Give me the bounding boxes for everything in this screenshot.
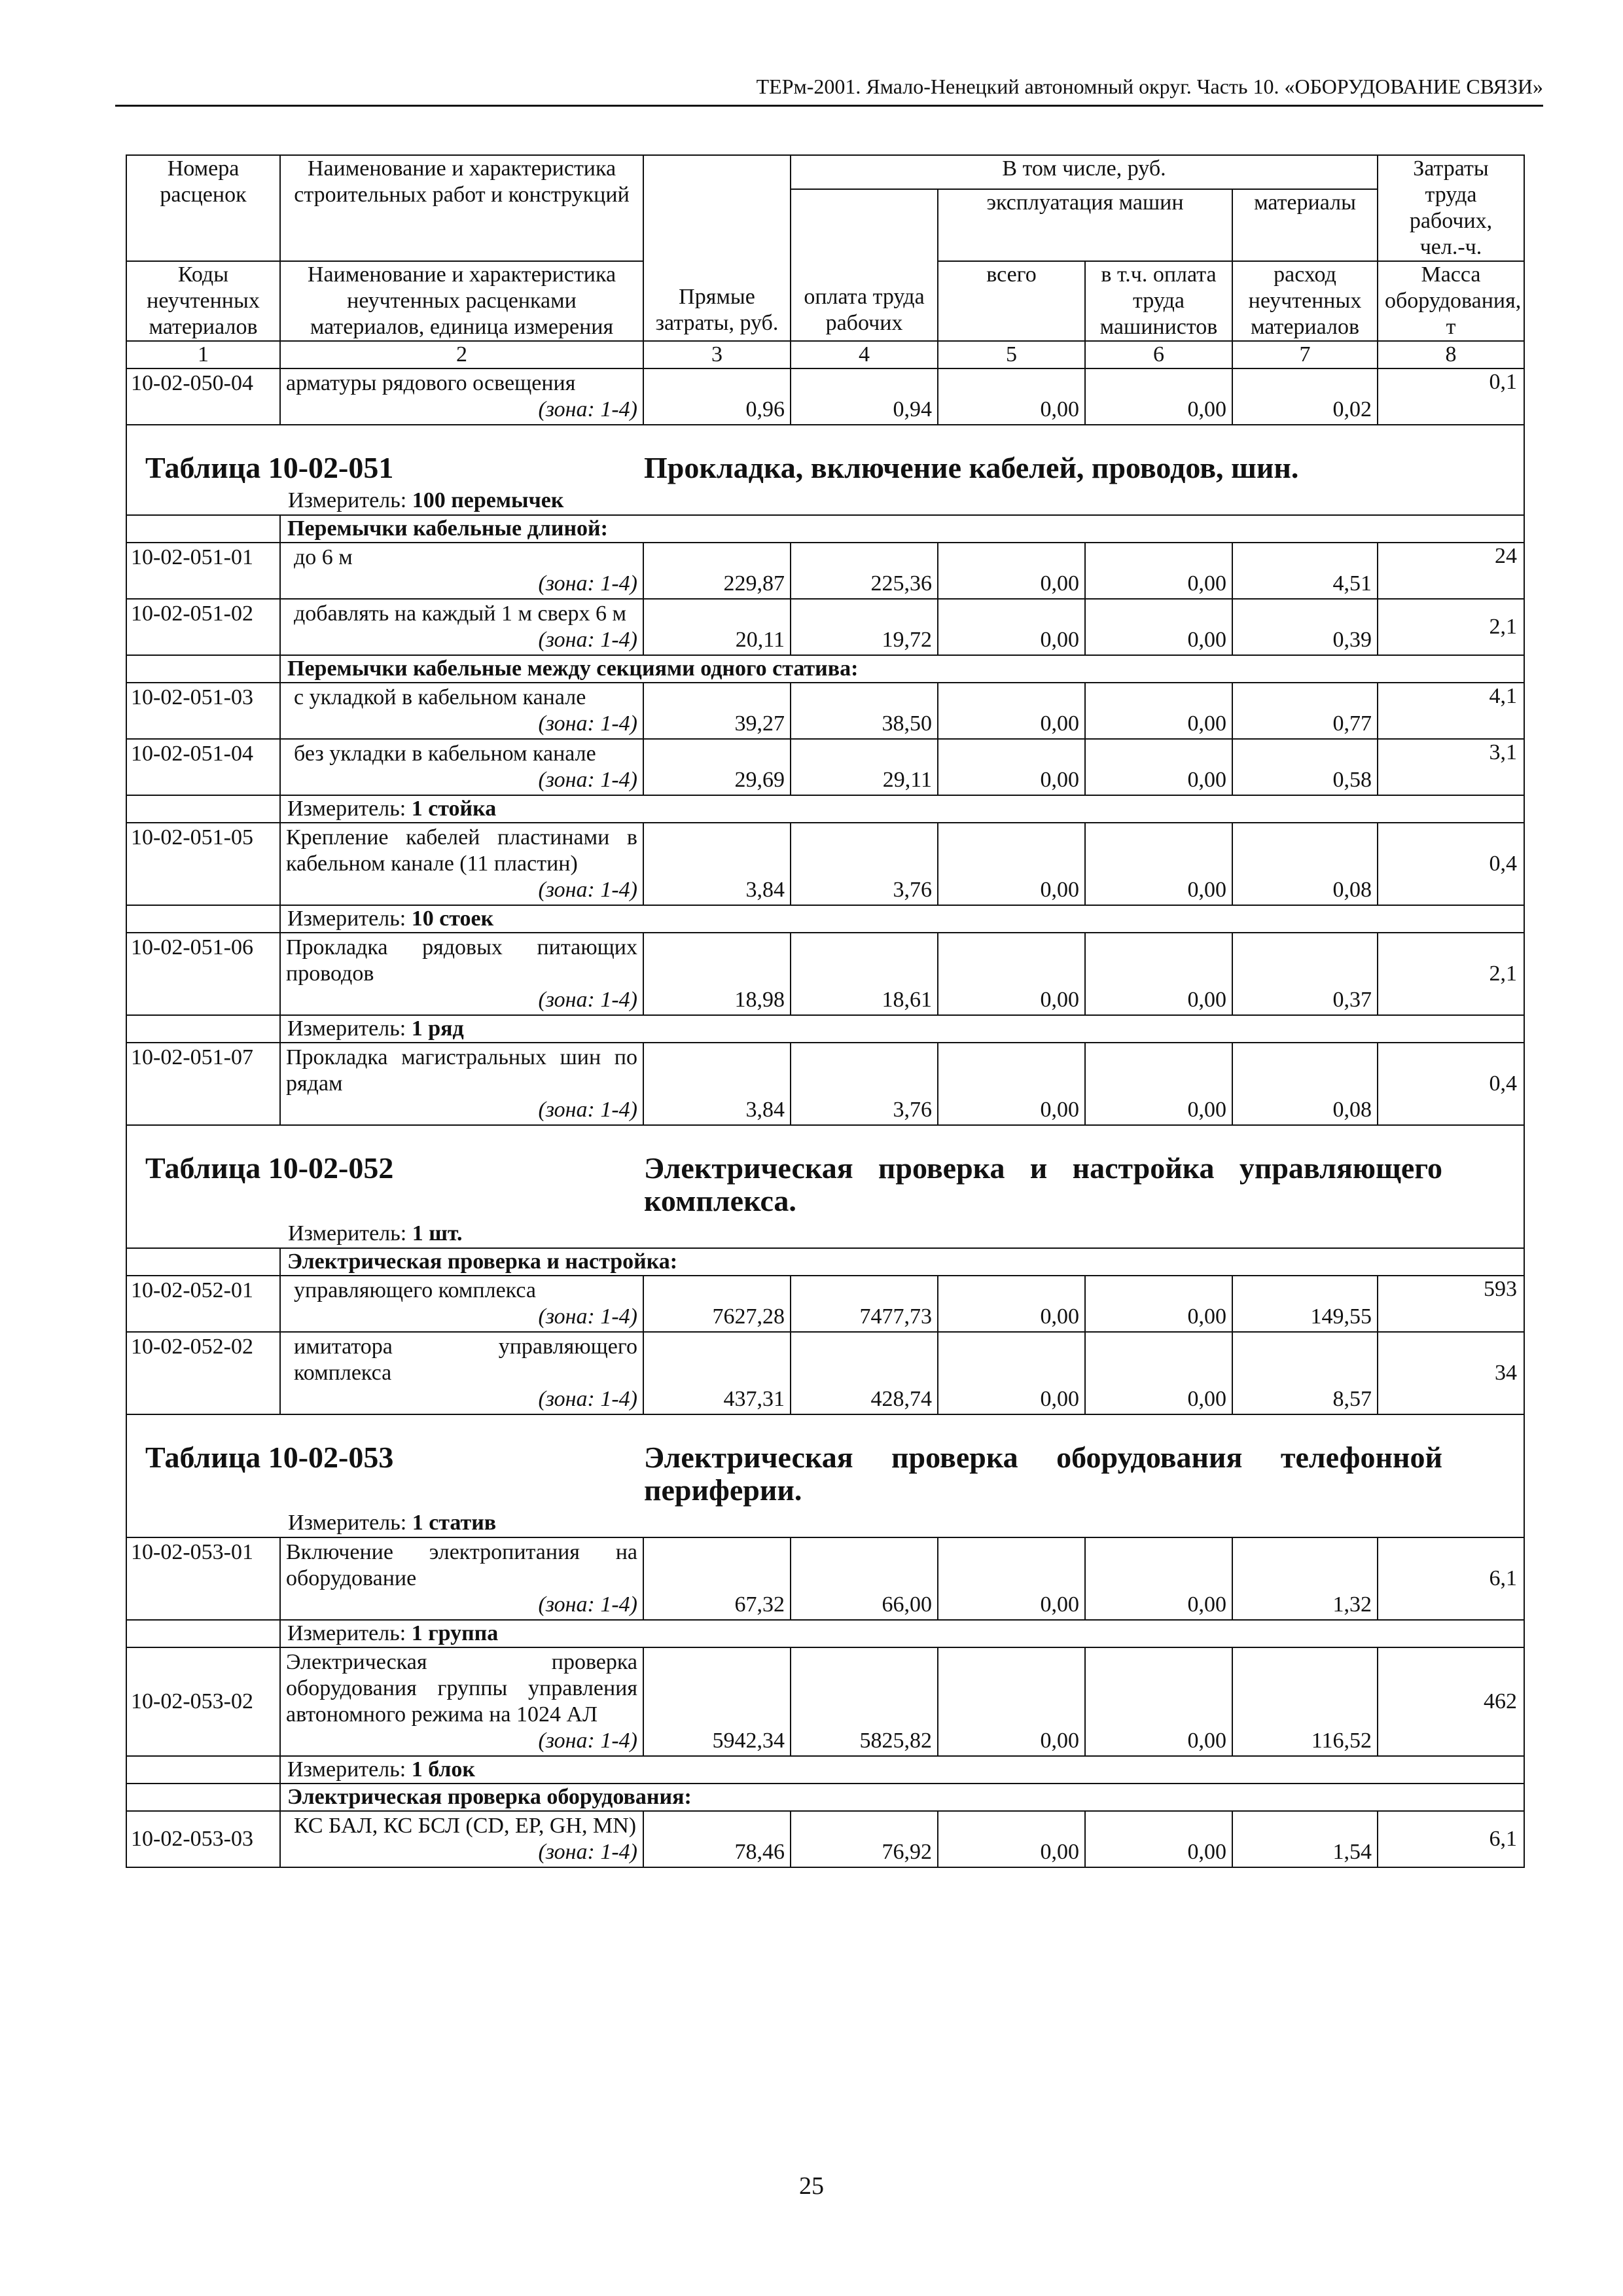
labor-mass: 6,1 <box>1378 1811 1524 1867</box>
measure-value: 1 группа <box>411 1621 499 1645</box>
rate-description: без укладки в кабельном канале <box>294 742 596 766</box>
machine-total: 0,00 <box>938 933 1085 1015</box>
col-number: 4 <box>791 341 938 368</box>
table-row <box>126 368 1524 425</box>
direct-cost: 3,84 <box>643 823 791 905</box>
labor-mass: 0,1 <box>1378 368 1524 425</box>
labor-mass: 4,1 <box>1378 683 1524 739</box>
measure-label: Измеритель: <box>287 1621 406 1645</box>
table-row <box>126 1811 1524 1867</box>
group-heading: Перемычки кабельные между секциями одного статива: <box>280 655 1524 683</box>
labor-pay: 225,36 <box>791 543 938 599</box>
price-table <box>126 154 1525 1868</box>
rate-description: имитатора управляющего комплекса <box>294 1335 637 1385</box>
measure-value: 1 блок <box>411 1757 476 1782</box>
zone-label: (зона: 1-4) <box>538 1098 637 1122</box>
rate-description: добавлять на каждый 1 м сверх 6 м <box>294 601 627 626</box>
machine-total: 0,00 <box>938 1647 1085 1756</box>
rate-description: с укладкой в кабельном канале <box>294 685 586 709</box>
labor-pay: 7477,73 <box>791 1276 938 1332</box>
col-direct-costs: Прямые затраты, руб. <box>643 155 791 341</box>
rate-code: 10-02-051-06 <box>126 933 280 1015</box>
machine-total: 0,00 <box>938 1332 1085 1414</box>
table-row <box>126 683 1524 739</box>
col-machine-total: всего <box>938 261 1085 341</box>
col-rate-numbers: Номера расценок <box>126 155 280 261</box>
measure-value: 100 перемычек <box>412 488 564 512</box>
section-name: Электрическая проверка и настройка управляющего комплекса. <box>644 1151 1442 1217</box>
zone-label: (зона: 1-4) <box>538 878 637 902</box>
machine-total: 0,00 <box>938 1811 1085 1867</box>
zone-label: (зона: 1-4) <box>538 571 637 596</box>
measure-value: 1 статив <box>412 1511 497 1535</box>
labor-mass: 0,4 <box>1378 1043 1524 1125</box>
table-row <box>126 1276 1524 1332</box>
machine-operators: 0,00 <box>1085 543 1232 599</box>
labor-mass: 2,1 <box>1378 599 1524 655</box>
measure-value: 1 ряд <box>411 1016 464 1041</box>
section-title: Таблица 10-02-052 <box>145 1151 394 1185</box>
machine-operators: 0,00 <box>1085 1332 1232 1414</box>
rate-description: арматуры рядового освещения <box>286 371 576 395</box>
table-row <box>126 1332 1524 1414</box>
materials-cost: 0,58 <box>1232 739 1378 795</box>
col-number: 7 <box>1232 341 1378 368</box>
machine-operators: 0,00 <box>1085 368 1232 425</box>
labor-pay: 19,72 <box>791 599 938 655</box>
measure-value: 10 стоек <box>411 906 494 931</box>
zone-label: (зона: 1-4) <box>538 1840 637 1864</box>
materials-cost: 0,08 <box>1232 1043 1378 1125</box>
col-work-name: Наименование и характеристика строительных работ и конструкций <box>280 155 643 261</box>
page-number: 25 <box>799 2172 824 2200</box>
col-including: В том числе, руб. <box>791 155 1378 189</box>
rate-code: 10-02-051-05 <box>126 823 280 905</box>
labor-pay: 18,61 <box>791 933 938 1015</box>
materials-cost: 0,08 <box>1232 823 1378 905</box>
materials-cost: 0,37 <box>1232 933 1378 1015</box>
materials-cost: 0,02 <box>1232 368 1378 425</box>
rate-description: управляющего комплекса <box>294 1278 536 1302</box>
zone-label: (зона: 1-4) <box>538 988 637 1012</box>
labor-pay: 38,50 <box>791 683 938 739</box>
machine-operators: 0,00 <box>1085 823 1232 905</box>
direct-cost: 39,27 <box>643 683 791 739</box>
rate-code: 10-02-051-04 <box>126 739 280 795</box>
rate-code: 10-02-051-03 <box>126 683 280 739</box>
direct-cost: 29,69 <box>643 739 791 795</box>
section-name: Электрическая проверка оборудования телефонной периферии. <box>644 1441 1442 1507</box>
machine-operators: 0,00 <box>1085 1811 1232 1867</box>
col-number: 2 <box>280 341 643 368</box>
running-header: ТЕРм-2001. Ямало-Ненецкий автономный округ. Часть 10. «ОБОРУДОВАНИЕ СВЯЗИ» <box>756 75 1543 98</box>
section-heading <box>126 1414 1524 1537</box>
materials-cost: 8,57 <box>1232 1332 1378 1414</box>
col-machine-ops: эксплуатация машин <box>938 189 1232 261</box>
machine-total: 0,00 <box>938 683 1085 739</box>
machine-operators: 0,00 <box>1085 1276 1232 1332</box>
zone-label: (зона: 1-4) <box>538 1729 637 1753</box>
machine-operators: 0,00 <box>1085 599 1232 655</box>
section-title: Таблица 10-02-051 <box>145 451 394 484</box>
labor-pay: 3,76 <box>791 823 938 905</box>
col-machine-operators: в т.ч. оплата труда машинистов <box>1085 261 1232 341</box>
machine-total: 0,00 <box>938 599 1085 655</box>
zone-label: (зона: 1-4) <box>538 711 637 736</box>
col-number: 6 <box>1085 341 1232 368</box>
section-heading <box>126 1125 1524 1248</box>
direct-cost: 437,31 <box>643 1332 791 1414</box>
machine-total: 0,00 <box>938 739 1085 795</box>
materials-cost: 116,52 <box>1232 1647 1378 1756</box>
rate-code: 10-02-051-07 <box>126 1043 280 1125</box>
materials-cost: 1,54 <box>1232 1811 1378 1867</box>
machine-operators: 0,00 <box>1085 1537 1232 1620</box>
rate-code: 10-02-053-03 <box>126 1811 280 1867</box>
rate-code: 10-02-053-02 <box>126 1647 280 1756</box>
machine-operators: 0,00 <box>1085 683 1232 739</box>
rate-code: 10-02-052-01 <box>126 1276 280 1332</box>
labor-mass: 462 <box>1378 1647 1524 1756</box>
col-unaccounted-codes: Коды неучтенных материалов <box>126 261 280 341</box>
col-number: 1 <box>126 341 280 368</box>
measure-label: Измеритель: <box>288 1511 407 1535</box>
labor-mass: 24 <box>1378 543 1524 599</box>
header-rule <box>115 105 1543 107</box>
direct-cost: 0,96 <box>643 368 791 425</box>
machine-total: 0,00 <box>938 1043 1085 1125</box>
direct-cost: 78,46 <box>643 1811 791 1867</box>
zone-label: (зона: 1-4) <box>538 768 637 792</box>
materials-cost: 149,55 <box>1232 1276 1378 1332</box>
labor-mass: 6,1 <box>1378 1537 1524 1620</box>
materials-cost: 1,32 <box>1232 1537 1378 1620</box>
direct-cost: 229,87 <box>643 543 791 599</box>
zone-label: (зона: 1-4) <box>538 397 637 422</box>
measure-value: 1 шт. <box>412 1221 463 1246</box>
col-labor-cost: Затраты труда рабочих, чел.-ч. <box>1378 155 1524 261</box>
measure-label: Измеритель: <box>287 797 406 821</box>
machine-operators: 0,00 <box>1085 1043 1232 1125</box>
machine-total: 0,00 <box>938 1537 1085 1620</box>
labor-pay: 66,00 <box>791 1537 938 1620</box>
labor-mass: 0,4 <box>1378 823 1524 905</box>
table-row <box>126 599 1524 655</box>
labor-pay: 3,76 <box>791 1043 938 1125</box>
machine-total: 0,00 <box>938 1276 1085 1332</box>
direct-cost: 5942,34 <box>643 1647 791 1756</box>
zone-label: (зона: 1-4) <box>538 628 637 652</box>
rate-code: 10-02-052-02 <box>126 1332 280 1414</box>
rate-description: до 6 м <box>294 545 353 569</box>
rate-code: 10-02-051-02 <box>126 599 280 655</box>
measure-label: Измеритель: <box>287 1757 406 1782</box>
direct-cost: 20,11 <box>643 599 791 655</box>
section-name: Прокладка, включение кабелей, проводов, шин. <box>644 451 1299 484</box>
table-row <box>126 739 1524 795</box>
labor-pay: 29,11 <box>791 739 938 795</box>
labor-mass: 2,1 <box>1378 933 1524 1015</box>
table-row <box>126 1537 1524 1620</box>
materials-cost: 4,51 <box>1232 543 1378 599</box>
direct-cost: 3,84 <box>643 1043 791 1125</box>
col-number: 3 <box>643 341 791 368</box>
section-title: Таблица 10-02-053 <box>145 1441 394 1474</box>
direct-cost: 67,32 <box>643 1537 791 1620</box>
rate-description: КС БАЛ, КС БСЛ (CD, EP, GH, MN) <box>294 1814 637 1838</box>
group-heading: Перемычки кабельные длиной: <box>280 515 1524 543</box>
labor-pay: 76,92 <box>791 1811 938 1867</box>
machine-operators: 0,00 <box>1085 933 1232 1015</box>
table-row <box>126 1647 1524 1756</box>
measure-label: Измеритель: <box>288 1221 407 1246</box>
rate-code: 10-02-053-01 <box>126 1537 280 1620</box>
measure-label: Измеритель: <box>287 906 406 931</box>
col-materials: материалы <box>1232 189 1378 261</box>
zone-label: (зона: 1-4) <box>538 1592 637 1617</box>
labor-pay: 0,94 <box>791 368 938 425</box>
col-labor-pay: оплата труда рабочих <box>791 189 938 341</box>
labor-mass: 34 <box>1378 1332 1524 1414</box>
col-unaccounted-name: Наименование и характеристика неучтенных расценками материалов, единица измерения <box>280 261 643 341</box>
rate-code: 10-02-051-01 <box>126 543 280 599</box>
rate-description: Электрическая проверка оборудования группы управления автономного режима на 1024 АЛ <box>286 1650 637 1727</box>
rate-description: Прокладка магистральных шин по рядам <box>286 1045 637 1096</box>
rate-code: 10-02-050-04 <box>126 368 280 425</box>
measure-label: Измеритель: <box>288 488 407 512</box>
col-equipment-mass: Масса оборудования, т <box>1378 261 1524 341</box>
col-unaccounted-usage: расход неучтенных материалов <box>1232 261 1378 341</box>
rate-description: Крепление кабелей пластинами в кабельном канале (11 пластин) <box>286 825 637 876</box>
labor-pay: 428,74 <box>791 1332 938 1414</box>
table-row <box>126 933 1524 1015</box>
measure-label: Измеритель: <box>287 1016 406 1041</box>
materials-cost: 0,77 <box>1232 683 1378 739</box>
machine-operators: 0,00 <box>1085 739 1232 795</box>
labor-mass: 3,1 <box>1378 739 1524 795</box>
direct-cost: 18,98 <box>643 933 791 1015</box>
rate-description: Прокладка рядовых питающих проводов <box>286 935 637 986</box>
table-row <box>126 543 1524 599</box>
section-heading <box>126 425 1524 515</box>
measure-value: 1 стойка <box>411 797 497 821</box>
machine-total: 0,00 <box>938 543 1085 599</box>
zone-label: (зона: 1-4) <box>538 1387 637 1411</box>
table-row <box>126 823 1524 905</box>
labor-pay: 5825,82 <box>791 1647 938 1756</box>
group-heading: Электрическая проверка и настройка: <box>280 1248 1524 1276</box>
table-row <box>126 1043 1524 1125</box>
labor-mass: 593 <box>1378 1276 1524 1332</box>
materials-cost: 0,39 <box>1232 599 1378 655</box>
zone-label: (зона: 1-4) <box>538 1304 637 1329</box>
rate-description: Включение электропитания на оборудование <box>286 1540 637 1590</box>
col-number: 8 <box>1378 341 1524 368</box>
group-heading: Электрическая проверка оборудования: <box>280 1784 1524 1811</box>
machine-total: 0,00 <box>938 368 1085 425</box>
direct-cost: 7627,28 <box>643 1276 791 1332</box>
col-number: 5 <box>938 341 1085 368</box>
machine-total: 0,00 <box>938 823 1085 905</box>
machine-operators: 0,00 <box>1085 1647 1232 1756</box>
